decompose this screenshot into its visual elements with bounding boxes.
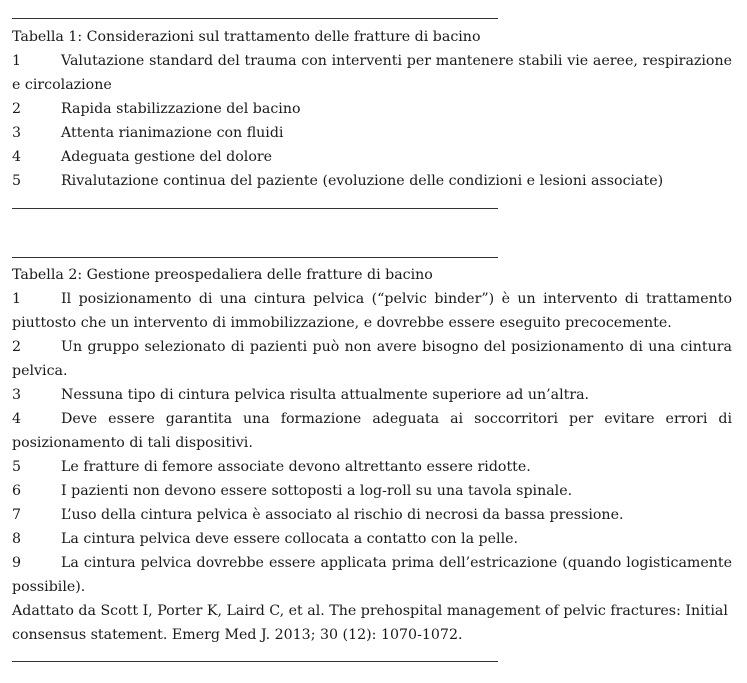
item-text: Deve essere garantita una formazione adeguata ai soccorritori per evitare errori di posizionamento di tali dispositivi. — [12, 411, 732, 451]
item-text: Nessuna tipo di cintura pelvica risulta attualmente superiore ad un’altra. — [61, 387, 590, 403]
item-text: Un gruppo selezionato di pazienti può non avere bisogno del posizionamento di una cintura pelvica. — [12, 339, 732, 379]
item-number: 7 — [12, 507, 22, 523]
item-text: Attenta rianimazione con fluidi — [61, 125, 284, 141]
item-number: 4 — [12, 149, 22, 165]
item-text: Le fratture di femore associate devono altrettanto essere ridotte. — [61, 459, 531, 475]
list-item — [12, 97, 732, 121]
table2-items — [12, 287, 732, 599]
list-item — [12, 479, 732, 503]
item-text: L’uso della cintura pelvica è associato al rischio di necrosi da bassa pressione. — [61, 507, 624, 523]
table2-source: Adattato da Scott I, Porter K, Laird C, et al. The prehospital management of pelvic fractures: Initial consensus statement. Emerg Med J. 2013; 30 (12): 1070-1072. — [12, 603, 728, 643]
list-item — [12, 455, 732, 479]
table1-caption: Tabella 1: Considerazioni sul trattamento delle fratture di bacino — [12, 29, 481, 45]
item-number: 9 — [12, 555, 22, 571]
table1 — [12, 25, 732, 193]
item-number: 2 — [12, 101, 22, 117]
item-number: 1 — [12, 53, 22, 69]
item-number: 5 — [12, 173, 22, 189]
list-item — [12, 383, 732, 407]
list-item — [12, 145, 732, 169]
table1-top-rule — [12, 18, 498, 19]
item-number: 3 — [12, 387, 22, 403]
table1-items — [12, 49, 732, 193]
table2 — [12, 263, 732, 647]
list-item — [12, 49, 732, 97]
item-text: Rapida stabilizzazione del bacino — [61, 101, 301, 117]
item-text: La cintura pelvica dovrebbe essere applicata prima dell’estricazione (quando logisticamente possibile). — [12, 555, 732, 595]
list-item — [12, 503, 732, 527]
table2-caption: Tabella 2: Gestione preospedaliera delle fratture di bacino — [12, 267, 433, 283]
list-item — [12, 287, 732, 335]
item-text: Rivalutazione continua del paziente (evoluzione delle condizioni e lesioni associate) — [61, 173, 664, 189]
list-item — [12, 551, 732, 599]
item-text: La cintura pelvica deve essere collocata a contatto con la pelle. — [61, 531, 519, 547]
list-item — [12, 527, 732, 551]
list-item — [12, 335, 732, 383]
list-item — [12, 407, 732, 455]
item-number: 3 — [12, 125, 22, 141]
item-number: 4 — [12, 411, 22, 427]
item-text: Valutazione standard del trauma con interventi per mantenere stabili vie aeree, respirazione e circolazione — [12, 53, 732, 93]
table1-bottom-rule — [12, 208, 498, 209]
item-text: I pazienti non devono essere sottoposti a log-roll su una tavola spinale. — [61, 483, 573, 499]
item-text: Adeguata gestione del dolore — [61, 149, 273, 165]
item-number: 5 — [12, 459, 22, 475]
table2-top-rule — [12, 257, 498, 258]
list-item — [12, 169, 732, 193]
table2-bottom-rule — [12, 661, 498, 662]
item-text: Il posizionamento di una cintura pelvica (“pelvic binder”) è un intervento di trattamento piuttosto che un intervento di immobilizzazione, e dovrebbe essere eseguito precocemente. — [12, 291, 732, 331]
item-number: 6 — [12, 483, 22, 499]
item-number: 2 — [12, 339, 22, 355]
item-number: 1 — [12, 291, 22, 307]
item-number: 8 — [12, 531, 22, 547]
list-item — [12, 121, 732, 145]
